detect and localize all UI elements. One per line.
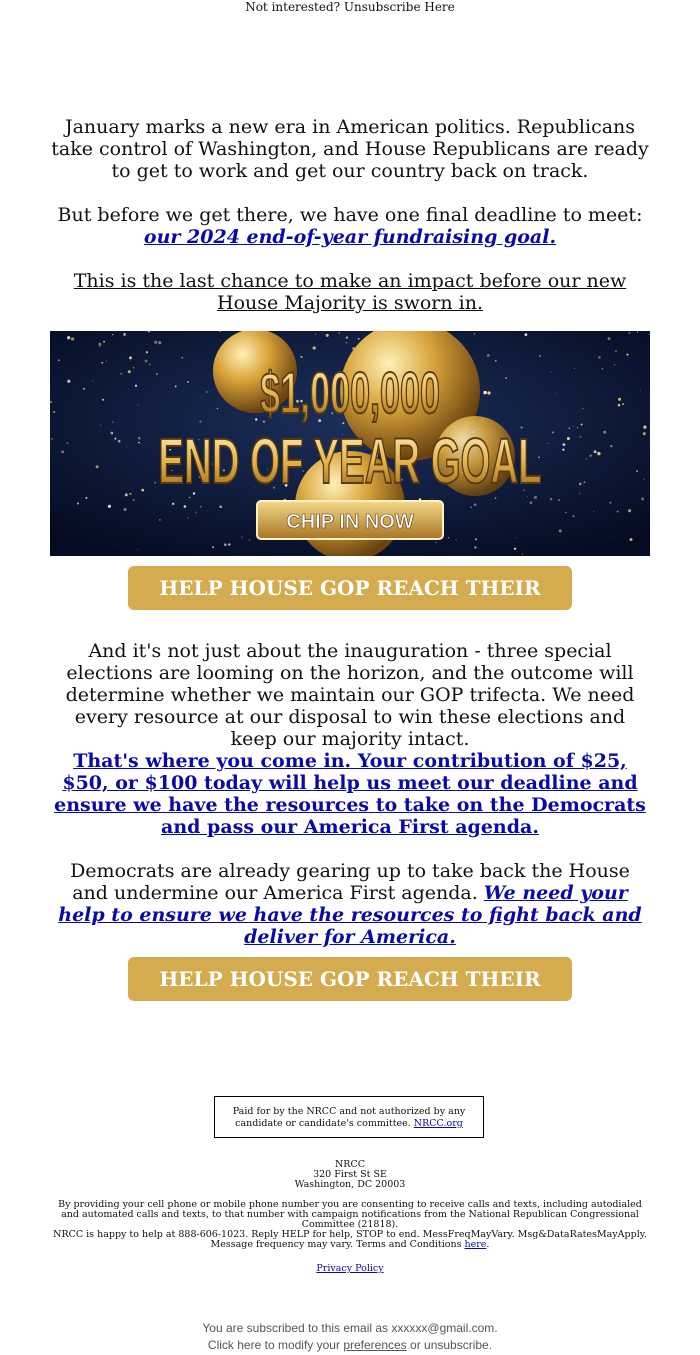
sparkle <box>559 530 562 533</box>
sparkle <box>124 508 127 511</box>
sparkle <box>525 333 528 336</box>
sparkle <box>487 391 490 394</box>
sparkle <box>138 404 139 405</box>
deadline-paragraph <box>50 204 650 248</box>
sparkle <box>483 391 486 394</box>
sparkle <box>474 546 476 548</box>
sparkle <box>618 404 621 407</box>
end-of-year-goal-banner[interactable] <box>50 331 650 556</box>
sparkle <box>593 511 594 512</box>
sparkle <box>470 507 471 508</box>
sparkle <box>641 497 644 500</box>
sparkle <box>597 452 600 455</box>
sparkle <box>579 483 582 486</box>
sparkle <box>584 481 586 483</box>
sparkle <box>610 445 612 447</box>
terms-here-link[interactable]: here <box>464 1239 487 1250</box>
sparkle <box>138 442 140 444</box>
sparkle <box>614 364 616 366</box>
fight-back-link[interactable]: We need your help to ensure we have the resources to fight back and deliver for America. <box>58 882 642 948</box>
sparkle <box>133 367 134 368</box>
sparkle <box>125 493 128 496</box>
sparkle <box>66 442 68 444</box>
sparkle <box>436 542 437 543</box>
sparkle <box>102 399 104 401</box>
sparkle <box>224 543 227 546</box>
sparkle <box>602 368 603 369</box>
sparkle <box>61 450 64 453</box>
sparkle <box>615 350 617 352</box>
sparkle <box>515 537 516 538</box>
preferences-link[interactable]: preferences <box>343 1338 407 1352</box>
special-elections-paragraph: And it's not just about the inauguration - three special elections are looming on the horizon, and the outcome will determine whether we maintain our GOP trifecta. We need every resource at our disposal to win these elections and keep our majority intact. <box>65 640 635 750</box>
sparkle <box>154 341 157 344</box>
sparkle <box>111 432 114 435</box>
democrats-text: Democrats are already gearing up to take back the House and undermine our America First agenda. <box>70 860 630 904</box>
sparkle <box>51 438 53 440</box>
sparkle <box>98 343 101 346</box>
sparkle <box>628 332 630 334</box>
sparkle <box>522 553 523 554</box>
sparkle <box>618 398 621 401</box>
sparkle <box>187 517 188 518</box>
subscribed-notice: You are subscribed to this email as xxxxxx@gmail.com. <box>202 1321 498 1335</box>
sparkle <box>358 338 360 340</box>
sparkle <box>212 546 214 548</box>
democrats-paragraph <box>50 860 650 948</box>
sparkle <box>622 403 624 405</box>
sparkle <box>558 499 560 501</box>
sparkle <box>187 381 189 383</box>
sparkle <box>628 509 631 512</box>
sparkle <box>199 420 201 422</box>
consent-text: By providing your cell phone or mobile phone number you are consenting to receive calls and texts, including autodialed and automated calls and texts, to that number with campaign notifications from the National Republican Congressional Committee (21818). <box>58 1199 642 1230</box>
sparkle <box>552 431 554 433</box>
sparkle <box>579 493 580 494</box>
sparkle <box>562 449 564 451</box>
sparkle <box>103 341 105 343</box>
sparkle <box>196 512 197 513</box>
sparkle <box>106 361 107 362</box>
sparkle <box>539 355 541 357</box>
sparkle <box>636 470 637 471</box>
sparkle <box>96 465 99 468</box>
sparkle <box>137 549 138 550</box>
sparkle <box>141 489 144 492</box>
sparkle <box>156 373 158 375</box>
sparkle <box>133 499 135 501</box>
sparkle <box>590 455 592 457</box>
sparkle <box>431 498 432 499</box>
sparkle <box>228 543 230 545</box>
sparkle <box>548 443 549 444</box>
address-line-1: 320 First St SE <box>313 1169 387 1180</box>
sparkle <box>598 356 601 359</box>
sparkle <box>154 482 156 484</box>
sparkle <box>448 537 449 538</box>
sparkle <box>550 371 551 372</box>
sparkle <box>112 421 113 422</box>
sparkle <box>581 423 583 425</box>
sparkle <box>643 432 646 435</box>
sparkle <box>114 438 116 440</box>
sparkle <box>118 440 121 443</box>
sparkle <box>53 411 55 413</box>
sparkle <box>71 337 74 340</box>
banner-amount: $1,000,000 <box>260 361 441 427</box>
sparkle <box>582 408 583 409</box>
sparkle <box>300 356 302 358</box>
sparkle <box>474 503 477 506</box>
sparkle <box>637 332 638 333</box>
sparkle <box>158 341 161 344</box>
help-text-body: NRCC is happy to help at 888-606-1023. Reply HELP for help, STOP to end. MessFreqMayVary. Msg&DataRatesMayApply. Message frequency may vary. Terms and Conditions <box>53 1229 647 1250</box>
privacy-policy-row <box>50 1264 650 1274</box>
sparkle <box>562 443 565 446</box>
sparkle <box>609 502 611 504</box>
sparkle <box>129 493 131 495</box>
sparkle <box>50 401 52 403</box>
chip-in-now-label: CHIP IN NOW <box>286 511 414 533</box>
sparkle <box>129 356 132 359</box>
help-text <box>50 1230 650 1250</box>
sparkle <box>217 408 218 409</box>
sparkle <box>643 425 646 428</box>
sparkle <box>346 336 348 338</box>
sparkle <box>577 427 578 428</box>
sparkle <box>530 501 533 504</box>
sparkle <box>640 390 641 391</box>
sparkle <box>565 512 566 513</box>
sparkle <box>505 377 507 379</box>
nrcc-org-link[interactable]: NRCC.org <box>413 1118 463 1129</box>
sparkle <box>475 538 477 540</box>
sparkle <box>487 354 490 357</box>
sparkle <box>184 505 187 508</box>
sparkle <box>580 436 581 437</box>
sparkle <box>67 336 70 339</box>
address-line-2: Washington, DC 20003 <box>294 1179 406 1190</box>
banner-goal-text: END OF YEAR GOAL <box>158 426 542 498</box>
sparkle <box>255 418 257 420</box>
sparkle <box>644 479 645 480</box>
sparkle <box>83 388 85 390</box>
sparkle <box>92 380 93 381</box>
sparkle <box>85 497 87 499</box>
sparkle <box>200 506 201 507</box>
sparkle <box>249 539 251 541</box>
unsubscribe-link[interactable]: Not interested? Unsubscribe Here <box>245 0 455 14</box>
modify-preferences-line <box>0 1337 700 1354</box>
sparkle <box>145 360 148 363</box>
sparkle <box>455 539 456 540</box>
sparkle <box>326 334 329 337</box>
sparkle <box>586 458 587 459</box>
help-text-end: . <box>486 1239 490 1250</box>
sparkle <box>495 497 496 498</box>
sparkle <box>339 332 340 333</box>
sparkle <box>175 385 177 387</box>
sparkle <box>135 385 137 387</box>
help-gop-reach-goal-button-2[interactable]: HELP HOUSE GOP REACH THEIR GOAL <box>128 957 572 1001</box>
sparkle <box>100 425 101 426</box>
sparkle <box>123 333 126 336</box>
sparkle <box>574 368 575 369</box>
sparkle <box>649 334 650 335</box>
sparkle <box>346 342 348 344</box>
sparkle <box>67 380 70 383</box>
contribution-link[interactable]: That's where you come in. Your contribution of $25, $50, or $100 today will help us meet our deadline and ensure we have the resources to take on the Democrats and pass our America First agenda. <box>54 750 646 838</box>
sparkle <box>313 346 316 349</box>
deadline-text: But before we get there, we have one final deadline to meet: <box>57 204 643 226</box>
sparkle <box>629 538 632 541</box>
sparkle <box>149 364 150 365</box>
fundraising-goal-link[interactable]: our 2024 end-of-year fundraising goal. <box>143 226 557 248</box>
sparkle <box>550 498 553 501</box>
sparkle <box>514 548 516 550</box>
sparkle <box>241 536 242 537</box>
sparkle <box>556 393 557 394</box>
sparkle <box>120 373 122 375</box>
sparkle <box>77 502 79 504</box>
sparkle <box>573 426 574 427</box>
sparkle <box>146 351 148 353</box>
sparkle <box>181 357 183 359</box>
sparkle <box>617 511 619 513</box>
sparkle <box>108 505 111 508</box>
sparkle <box>58 359 60 361</box>
unsubscribe-text: or unsubscribe. <box>406 1338 493 1352</box>
intro-paragraph: January marks a new era in American politics. Republicans take control of Washington, and House Republicans are ready to get to work and get our country back on track. <box>51 116 649 182</box>
sparkle <box>474 333 475 334</box>
sparkle <box>99 346 100 347</box>
sparkle <box>101 362 103 364</box>
last-chance-paragraph: This is the last chance to make an impact before our new House Majority is sworn in. <box>73 270 627 314</box>
sparkle <box>172 503 175 506</box>
sparkle <box>567 437 570 440</box>
sparkle <box>219 506 222 509</box>
sparkle <box>568 427 570 429</box>
sparkle <box>206 391 207 392</box>
sparkle <box>138 437 141 440</box>
sparkle <box>603 431 606 434</box>
sparkle <box>573 515 575 517</box>
sparkle <box>159 519 161 521</box>
sparkle <box>128 370 131 373</box>
privacy-policy-link[interactable]: Privacy Policy <box>316 1263 384 1274</box>
paid-for-text: Paid for by the NRCC and not authorized by any candidate or candidate's committee. <box>232 1106 466 1129</box>
sparkle <box>608 337 611 340</box>
sparkle <box>495 360 497 362</box>
sparkle <box>112 334 113 335</box>
org-name: NRCC <box>334 1159 365 1170</box>
sparkle <box>626 354 628 356</box>
help-gop-reach-goal-button-1[interactable]: HELP HOUSE GOP REACH THEIR GOAL <box>128 566 572 610</box>
sparkle <box>594 450 597 453</box>
modify-text: Click here to modify your <box>207 1338 344 1352</box>
sparkle <box>315 334 316 335</box>
paid-for-disclaimer <box>214 1096 484 1138</box>
